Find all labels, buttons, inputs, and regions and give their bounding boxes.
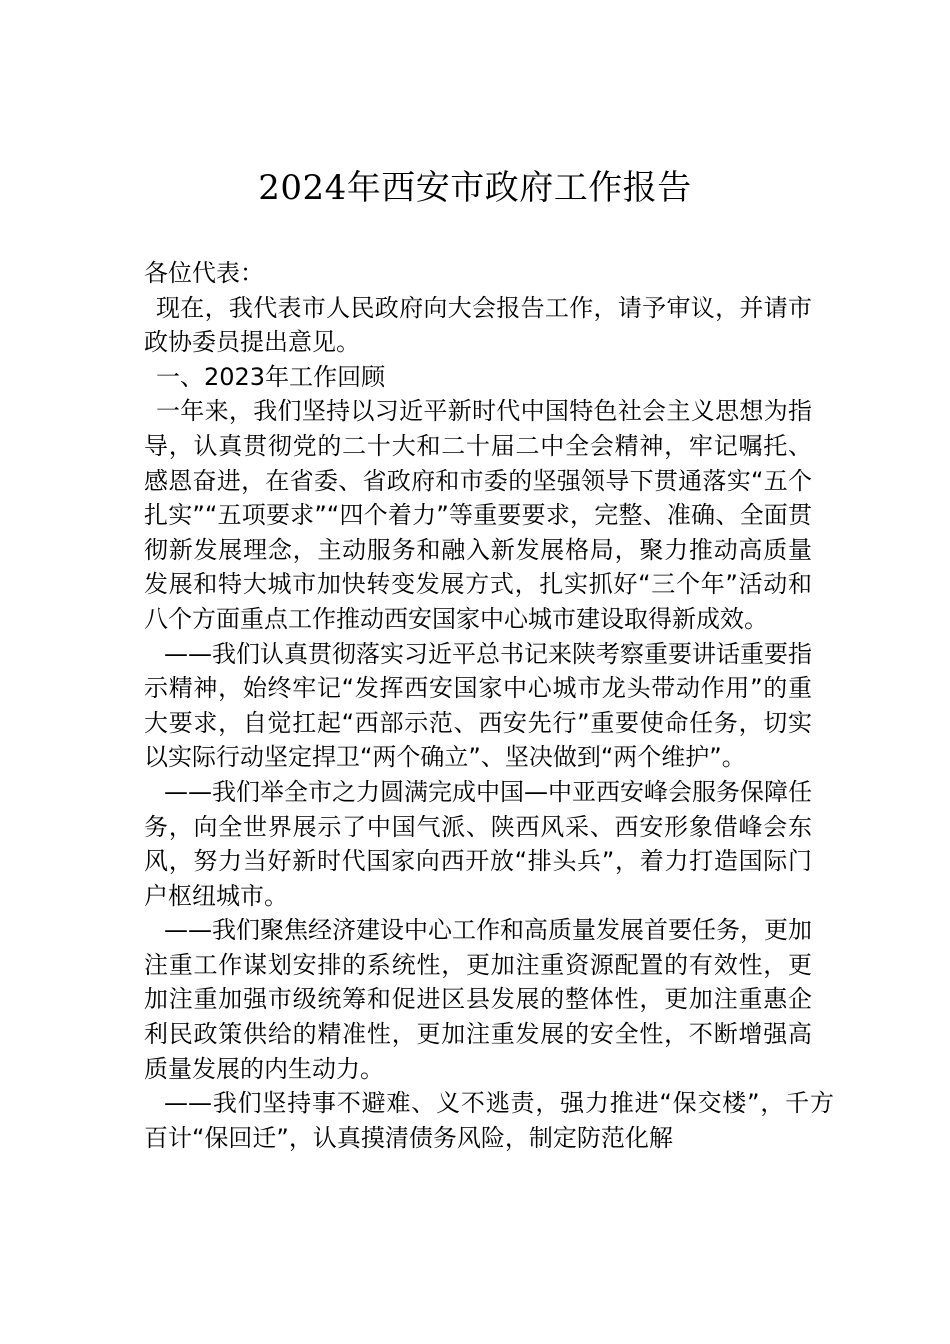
paragraph-intro: 现在，我代表市人民政府向大会报告工作，请予审议，并请市政协委员提出意见。	[144, 293, 812, 357]
paragraph-dash-3: ——我们聚焦经济建设中心工作和高质量发展首要任务，更加注重工作谋划安排的系统性，更加注重资源配置的有效性，更加注重加强市级统筹和促进区县发展的整体性，更加注重惠企利民政策供给的精准性，更加注重发展的安全性，不断增强高质量发展的内生动力。	[144, 916, 812, 1083]
paragraph-dash-1: ——我们认真贯彻落实习近平总书记来陕考察重要讲话重要指示精神，始终牢记“发挥西安国家中心城市龙头带动作用”的重大要求，自觉扛起“西部示范、西安先行”重要使命任务，切实以实际行动坚定捍卫“两个确立”、坚决做到“两个维护”。	[144, 639, 812, 772]
section-heading: 一、2023年工作回顾	[156, 362, 386, 391]
document-body	[144, 256, 834, 1155]
document-title: 2024年西安市政府工作报告	[258, 168, 692, 208]
paragraph-dash-4: ——我们坚持事不避难、义不逃责，强力推进“保交楼”，千方百计“保回迁”，认真摸清债务风险，制定防范化解	[144, 1089, 834, 1152]
salutation: 各位代表：	[144, 259, 264, 287]
paragraph-dash-2: ——我们举全市之力圆满完成中国—中亚西安峰会服务保障任务，向全世界展示了中国气派、陕西风采、西安形象借峰会东风，努力当好新时代国家向西开放“排头兵”，着力打造国际门户枢纽城市。	[144, 777, 812, 910]
paragraph-overview: 一年来，我们坚持以习近平新时代中国特色社会主义思想为指导，认真贯彻党的二十大和二十届二中全会精神，牢记嘱托、感恩奋进，在省委、省政府和市委的坚强领导下贯通落实“五个扎实”“五项要求”“四个着力”等重要要求，完整、准确、全面贯彻新发展理念，主动服务和融入新发展格局，聚力推动高质量发展和特大城市加快转变发展方式，扎实抓好“三个年”活动和八个方面重点工作推动西安国家中心城市建设取得新成效。	[144, 397, 812, 633]
